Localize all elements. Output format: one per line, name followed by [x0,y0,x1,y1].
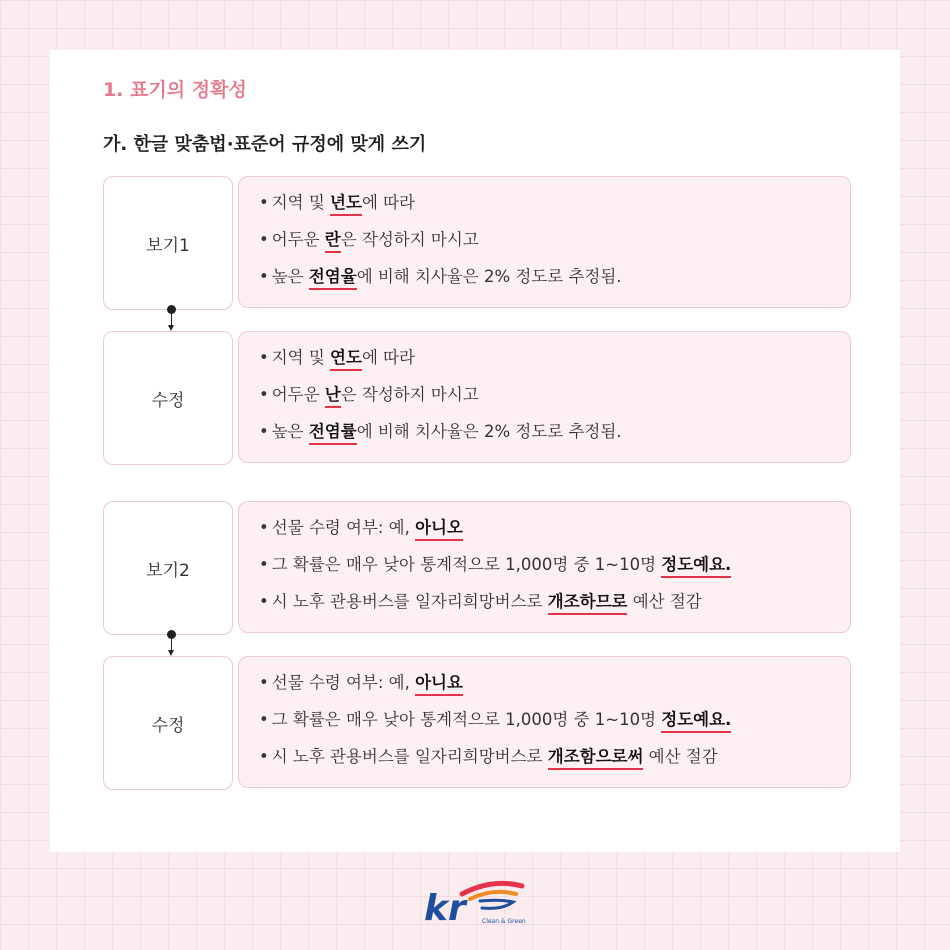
correction-line [259,668,850,705]
kr-logo-icon [420,872,530,930]
correction-label: 수정 [151,390,185,411]
correction-line [259,705,850,742]
correction-content-box [238,331,851,463]
line-text: 높은 [271,267,309,286]
correction-line [259,742,850,779]
line-text: 지역 및 [271,348,331,367]
bullet-icon: • [259,673,269,692]
example-content-box [238,176,851,308]
line-text: 에 따라 [361,193,415,212]
bullet-icon: • [259,518,269,537]
example-line [259,587,850,624]
highlighted-word: 정도예요. [661,555,731,578]
line-text: 그 확률은 매우 낮아 통계적으로 1,000명 중 1~10명 [271,710,662,729]
bullet-icon: • [259,385,269,404]
line-text: 에 비해 치사율은 2% 정도로 추정됨. [356,267,622,286]
line-text: 선물 수령 여부: 예, [271,518,416,537]
line-text: 높은 [271,422,309,441]
highlighted-word: 개조함으로써 [548,747,644,770]
correction-line [259,417,850,454]
highlighted-word: 란 [325,230,341,253]
correction-line [259,380,850,417]
subtitle: 가. 한글 맞춤법·표준어 규정에 맞게 쓰기 [103,134,427,155]
line-text: 시 노후 관용버스를 일자리희망버스로 [271,747,548,766]
correction-label-box [103,331,233,465]
line-text: 은 작성하지 마시고 [340,385,479,404]
example-label-box [103,501,233,635]
correction-label-box [103,656,233,790]
line-text: 에 비해 치사율은 2% 정도로 추정됨. [356,422,622,441]
highlighted-word: 전염률 [309,422,357,445]
line-text: 예산 절감 [643,747,718,766]
highlighted-word: 정도예요. [661,710,731,733]
bullet-icon: • [259,555,269,574]
correction-label: 수정 [151,715,185,736]
down-arrow-icon [167,630,177,656]
highlighted-word: 난 [325,385,341,408]
highlighted-word: 연도 [330,348,362,371]
correction-content-box [238,656,851,788]
line-text: 지역 및 [271,193,331,212]
line-text: 어두운 [271,385,325,404]
line-text: 어두운 [271,230,325,249]
logo-wordmark: kr [424,888,466,929]
logo-tagline: Clean & Green [482,918,526,925]
example-line [259,550,850,587]
bullet-icon: • [259,710,269,729]
highlighted-word: 년도 [330,193,362,216]
line-text: 은 작성하지 마시고 [340,230,479,249]
example-line [259,513,850,550]
example-content-box [238,501,851,633]
bullet-icon: • [259,348,269,367]
section-title: 1. 표기의 정확성 [103,79,247,101]
bullet-icon: • [259,267,269,286]
bullet-icon: • [259,193,269,212]
example-label-box [103,176,233,310]
highlighted-word: 전염율 [309,267,357,290]
line-text: 그 확률은 매우 낮아 통계적으로 1,000명 중 1~10명 [271,555,662,574]
line-text: 시 노후 관용버스를 일자리희망버스로 [271,592,548,611]
line-text: 예산 절감 [627,592,702,611]
example-line [259,225,850,262]
content-card [50,50,900,852]
down-arrow-icon [167,305,177,331]
highlighted-word: 개조하므로 [548,592,628,615]
highlighted-word: 아니요 [415,673,463,696]
example-line [259,262,850,299]
example-label: 보기1 [146,235,190,256]
bullet-icon: • [259,422,269,441]
line-text: 에 따라 [361,348,415,367]
bullet-icon: • [259,592,269,611]
bullet-icon: • [259,747,269,766]
correction-line [259,343,850,380]
bullet-icon: • [259,230,269,249]
highlighted-word: 아니오 [415,518,463,541]
line-text: 선물 수령 여부: 예, [271,673,416,692]
example-label: 보기2 [146,560,190,581]
example-line [259,188,850,225]
